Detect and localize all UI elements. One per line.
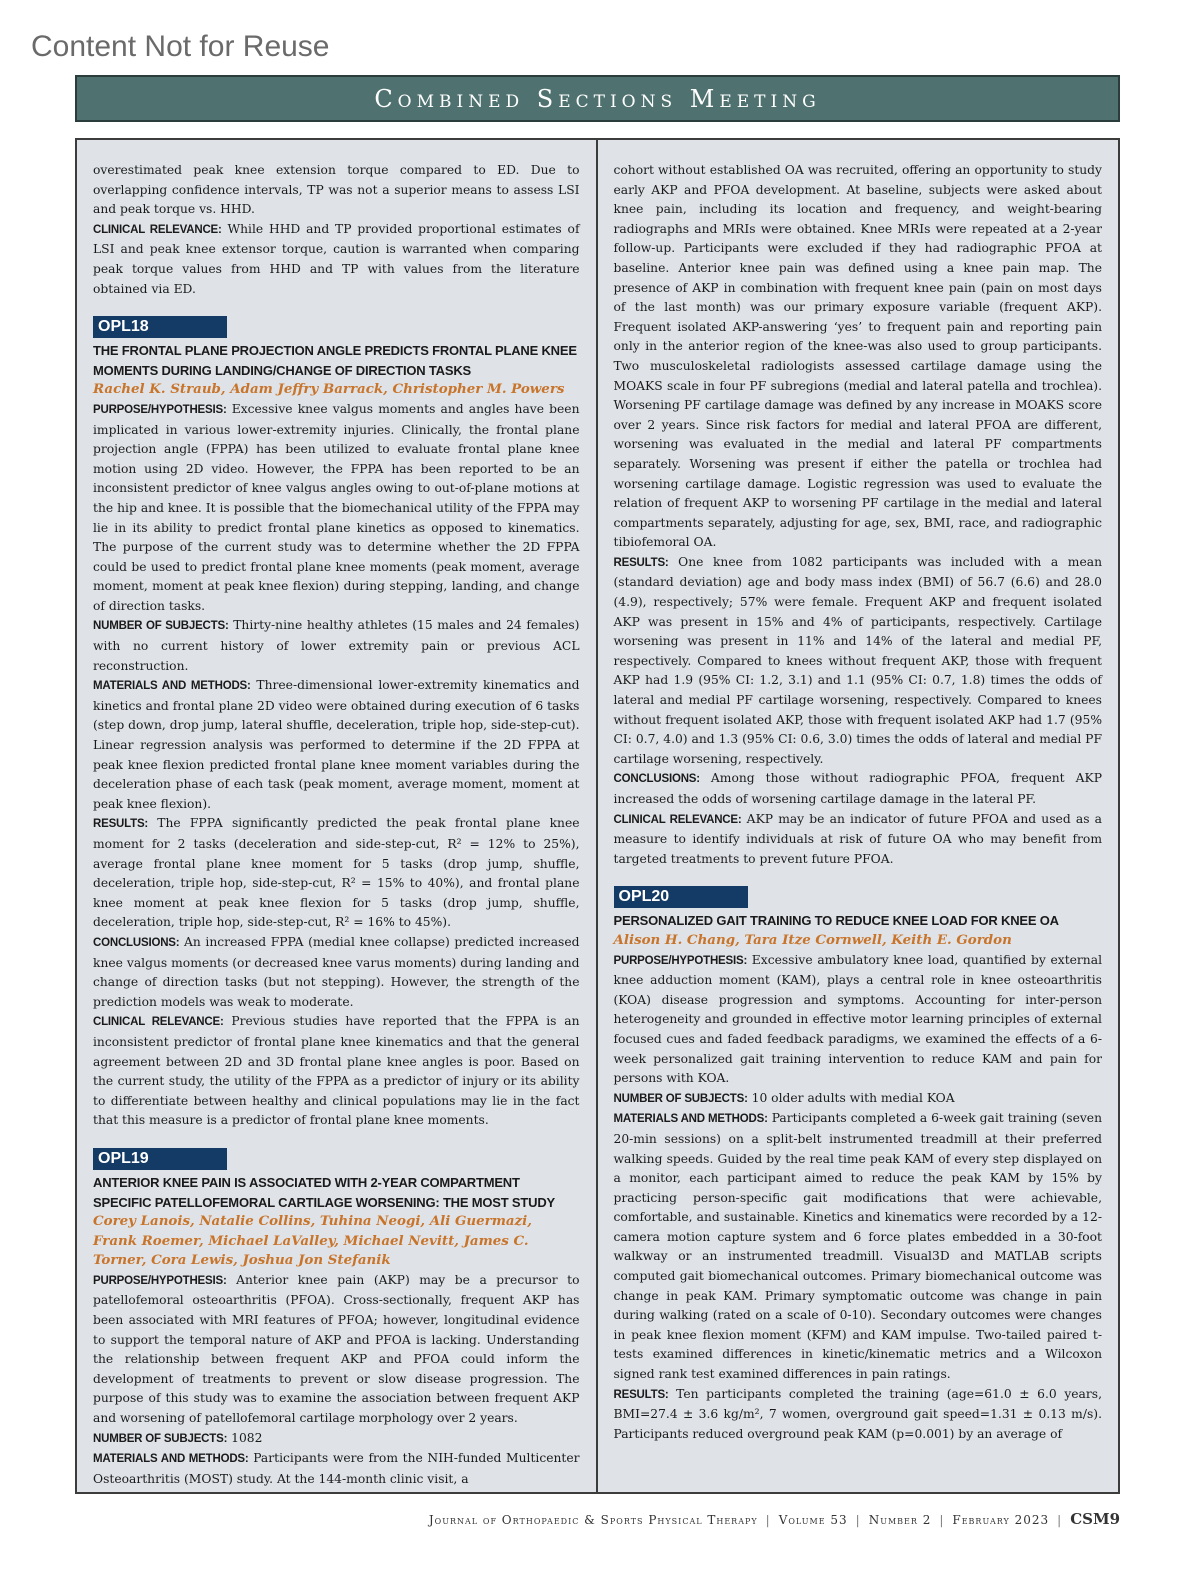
paragraph: NUMBER OF SUBJECTS: 1082 bbox=[93, 1430, 263, 1445]
paragraph: CONCLUSIONS: Among those without radiographic PFOA, frequent AKP increased the odds of worsening cartilage damage in the lateral PF. bbox=[613, 771, 1102, 806]
section-banner bbox=[75, 75, 1120, 122]
footer-separator: | bbox=[1057, 1513, 1063, 1527]
abstract-authors: Alison H. Chang, Tara Itze Cornwell, Keith E. Gordon bbox=[613, 931, 1012, 948]
abstract-title: PERSONALIZED GAIT TRAINING TO REDUCE KNEE LOAD FOR KNEE OA bbox=[613, 913, 1059, 929]
abstract-opl18 bbox=[93, 316, 580, 1131]
paragraph: overestimated peak knee extension torque compared to ED. Due to overlapping confidence intervals, TP was not a superior means to assess LSI and peak torque vs. HHD. bbox=[93, 163, 580, 217]
journal-name: Journal of Orthopaedic & Sports Physical Therapy bbox=[428, 1513, 758, 1527]
paragraph: MATERIALS AND METHODS: Three-dimensional lower-extremity kinematics and kinetics and frontal plane 2D video were obtained during execution of 6 tasks (step down, drop jump, lateral shuffle, deceleration, triple hop, side-step-cut). Linear regression analysis was performed to determine if the 2D FPPA at peak knee flexion predicted frontal plane knee moment variables during the deceleration phase of each task (peak moment, average moment, moment at peak knee flexion). bbox=[93, 678, 580, 811]
paragraph: NUMBER OF SUBJECTS: 10 older adults with medial KOA bbox=[613, 1090, 955, 1105]
page-footer bbox=[352, 1510, 1120, 1528]
left-column bbox=[77, 140, 598, 1492]
paragraph: NUMBER OF SUBJECTS: Thirty-nine healthy athletes (15 males and 24 females) with no current history of lower extremity pain or previous ACL reconstruction. bbox=[93, 618, 580, 673]
abstract-title: THE FRONTAL PLANE PROJECTION ANGLE PREDICTS FRONTAL PLANE KNEE MOMENTS DURING LANDING/CHANGE OF DIRECTION TASKS bbox=[93, 343, 577, 378]
abstract-authors: Corey Lanois, Natalie Collins, Tuhina Neogi, Ali Guermazi, Frank Roemer, Michael LaValley, Michael Nevitt, James C. Torner, Cora Lewis, Joshua Jon Stefanik bbox=[93, 1213, 532, 1269]
banner-title: Combined Sections Meeting bbox=[374, 84, 821, 113]
paragraph: MATERIALS AND METHODS: Participants completed a 6-week gait training (seven 20-min sessions) on a split-belt instrumented treadmill at their preferred walking speeds. Guided by the real time peak KAM of every step displayed on a monitor, each participant aimed to reduce the peak KAM by 15% by practicing person-specific gait modifications that were achievable, comfortable, and sustainable. Kinetics and kinematics were recorded by a 12-camera motion capture system and 6 force plates embedded in a 30-foot walkway or an instrumented treadmill. Visual3D and MATLAB scripts computed gait biomechanical outcomes. Primary biomechanical outcome was change in peak KAM. Primary symptomatic outcome was change in pain during walking (rated on a scale of 0-10). Secondary outcomes were changes in peak knee flexion moment (KFM) and KAM impulse. Two-tailed paired t-tests examined differences in kinetic/kinematic metrics and a Wilcoxon signed rank test examined differences in pain ratings. bbox=[613, 1111, 1102, 1382]
page-number: CSM9 bbox=[1070, 1510, 1120, 1528]
issue-date: February 2023 bbox=[952, 1513, 1050, 1527]
two-column-content bbox=[75, 138, 1120, 1494]
volume: Volume 53 bbox=[778, 1513, 848, 1527]
paragraph: PURPOSE/HYPOTHESIS: Excessive knee valgus moments and angles have been implicated in various lower-extremity injuries. Clinically, the frontal plane projection angle (FPPA) has been utilized to evaluate frontal plane knee motion using 2D video. However, the FPPA has been reported to be an inconsistent predictor of knee valgus angles owing to out-of-plane motions at the hip and knee. It is possible that the biomechanical utility of the FPPA may lie in its ability to predict frontal plane kinetics as opposed to kinematics. The purpose of the current study was to determine whether the 2D FPPA could be used to predict frontal plane knee moments (peak moment, average moment, moment at peak knee flexion) during stepping, landing, and change of direction tasks. bbox=[93, 401, 580, 613]
paragraph: cohort without established OA was recruited, offering an opportunity to study early AKP and PFOA development. At baseline, subjects were asked about knee pain, including its location and frequency, and weight-bearing radiographs and MRIs were obtained. Knee MRIs were repeated at a 2-year follow-up. Participants were excluded if they had radiographic PFOA at baseline. Anterior knee pain was defined using a knee pain map. The presence of AKP in combination with frequent knee pain (pain on most days of the last month) was our primary exposure variable (frequent AKP). Frequent isolated AKP-answering ‘yes’ to frequent pain and reporting pain only in the anterior region of the knee-was also used to group participants. Two musculoskeletal radiologists assessed cartilage damage using the MOAKS scale in four PF subregions (medial and lateral patella and trochlea). Worsening PF cartilage damage was defined by any increase in MOAKS score over 2 years. Since risk factors for medial and lateral PFOA are different, worsening was evaluated in the medial and lateral PF compartments separately. Worsening was present if either the patella or trochlea had worsening cartilage damage. Logistic regression was used to evaluate the relation of frequent AKP to worsening PF cartilage in the medial and lateral compartments separately, adjusting for age, sex, BMI, race, and radiographic tibiofemoral OA. bbox=[613, 163, 1102, 550]
paragraph: PURPOSE/HYPOTHESIS: Excessive ambulatory knee load, quantified by external knee adduction moment (KAM), plays a central role in knee osteoarthritis (KOA) disease progression and symptoms. Accounting for inter-person heterogeneity and grounded in effective motor learning principles of external focused cues and faded feedback paradigms, we examined the effects of a 6-week personalized gait training intervention to reduce KAM and pain for persons with KOA. bbox=[613, 952, 1102, 1086]
paragraph: RESULTS: One knee from 1082 participants was included with a mean (standard deviation) age and body mass index (BMI) of 56.7 (6.6) and 28.0 (4.9), respectively; 57% were female. Frequent AKP and frequent isolated AKP was present in 15% and 4% of participants, respectively. Cartilage worsening was present in 11% and 14% of the lateral and medial PF, respectively. Compared to knees without frequent AKP, those with frequent AKP had 1.9 (95% CI: 1.2, 3.1) and 1.1 (95% CI: 0.7, 1.8) times the odds of lateral and medial PF cartilage worsening, respectively. Compared to knees without frequent isolated AKP, those with frequent isolated AKP had 1.7 (95% CI: 0.7, 4.0) and 1.3 (95% CI: 0.6, 3.0) times the odds of lateral and medial PF cartilage worsening, respectively. bbox=[613, 554, 1102, 766]
right-column bbox=[598, 140, 1119, 1492]
issue-number: Number 2 bbox=[868, 1513, 932, 1527]
paragraph: CONCLUSIONS: An increased FPPA (medial knee collapse) predicted increased knee valgus moments (or decreased knee varus moments) during landing and change of direction tasks (but not stepping). However, the strength of the prediction models was weak to moderate. bbox=[93, 934, 580, 1009]
abstract-id-badge: OPL19 bbox=[93, 1148, 227, 1170]
footer-separator: | bbox=[765, 1513, 771, 1527]
abstract-id-badge: OPL20 bbox=[614, 886, 748, 908]
watermark: Content Not for Reuse bbox=[31, 30, 330, 63]
paragraph: MATERIALS AND METHODS: Participants were from the NIH-funded Multicenter Osteoarthritis (MOST) study. At the 144-month clinic visit, a bbox=[93, 1451, 580, 1486]
paragraph: RESULTS: Ten participants completed the training (age=61.0 ± 6.0 years, BMI=27.4 ± 3.6 kg/m², 7 women, overground gait speed=1.31 ± 0.13 m/s). Participants reduced overground peak KAM (p=0.001) by an average of bbox=[613, 1386, 1102, 1441]
paragraph: RESULTS: The FPPA significantly predicted the peak frontal plane knee moment for 2 tasks (deceleration and side-step-cut, R² = 12% to 25%), average frontal plane knee moment for 5 tasks (drop jump, shuffle, deceleration, triple hop, side-step-cut, R² = 15% to 40%), and frontal plane knee moment at peak knee flexion for 5 tasks (drop jump, shuffle, deceleration, triple hop, side-step-cut, R² = 16% to 45%). bbox=[93, 816, 580, 930]
paragraph: CLINICAL RELEVANCE: AKP may be an indicator of future PFOA and used as a measure to identify individuals at risk of future OA who may benefit from targeted treatments to prevent future PFOA. bbox=[613, 811, 1103, 866]
abstract-id-badge: OPL18 bbox=[93, 316, 227, 338]
abstract-opl19 bbox=[93, 1148, 580, 1490]
footer-separator: | bbox=[855, 1513, 861, 1527]
abstract-authors: Rachel K. Straub, Adam Jeffry Barrack, Christopher M. Powers bbox=[93, 381, 565, 398]
abstract-opl20 bbox=[614, 886, 1103, 1444]
abstract-title: ANTERIOR KNEE PAIN IS ASSOCIATED WITH 2-YEAR COMPARTMENT SPECIFIC PATELLOFEMORAL CARTILAGE WORSENING: THE MOST STUDY bbox=[93, 1174, 555, 1210]
footer-separator: | bbox=[939, 1513, 945, 1527]
paragraph: CLINICAL RELEVANCE: While HHD and TP provided proportional estimates of LSI and peak knee extensor torque, caution is warranted when comparing peak torque values from HHD and TP with values from the literature obtained via ED. bbox=[93, 221, 580, 296]
paragraph: PURPOSE/HYPOTHESIS: Anterior knee pain (AKP) may be a precursor to patellofemoral osteoarthritis (PFOA). Cross-sectionally, frequent AKP has been associated with MRI features of PFOA; however, longitudinal evidence to support the temporal nature of AKP and PFOA is lacking. Understanding the relationship between frequent AKP and PFOA could inform the development of treatments to prevent or slow disease progression. The purpose of this study was to examine the association between frequent AKP and worsening of patellofemoral cartilage morphology over 2 years. bbox=[93, 1272, 580, 1426]
paragraph: CLINICAL RELEVANCE: Previous studies have reported that the FPPA is an inconsistent predictor of frontal plane knee kinematics and that the general agreement between 2D and 3D frontal plane knee angles is poor. Based on the current study, the utility of the FPPA as a predictor of injury or its ability to differentiate between healthy and clinical populations may lie in the fact that this measure is a predictor of frontal plane knee moments. bbox=[93, 1014, 580, 1128]
